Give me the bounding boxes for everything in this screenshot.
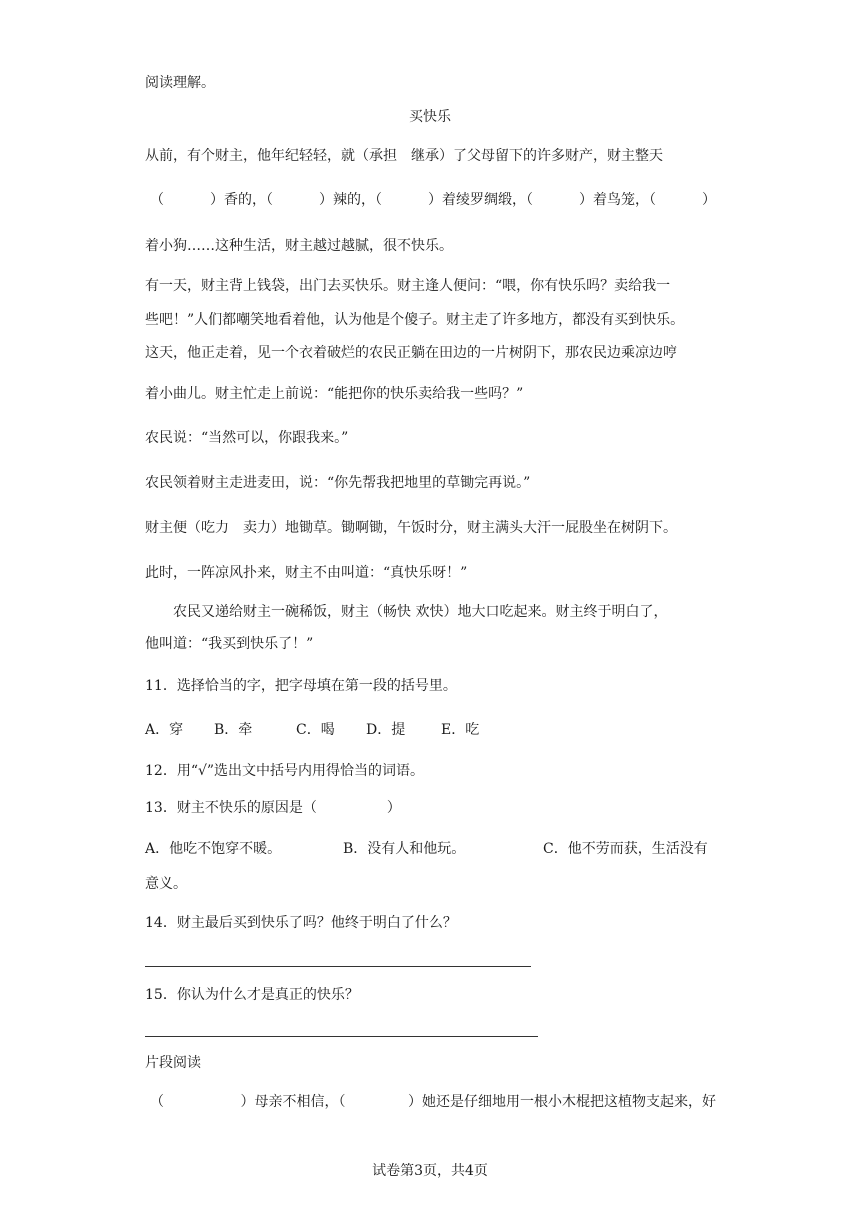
blank-segment: ）母亲不相信，（ <box>184 1094 346 1110</box>
question-11: 11．选择恰当的字，把字母填在第一段的括号里。 <box>145 678 457 694</box>
answer-line-14 <box>145 966 531 967</box>
question-15: 15．你认为什么才是真正的快乐？ <box>145 987 359 1003</box>
question-12: 12．用“√”选出文中括号内用得恰当的词语。 <box>145 763 425 779</box>
option-e: E．吃 <box>441 722 480 738</box>
question-14: 14．财主最后买到快乐了吗？他终于明白了什么？ <box>145 915 457 931</box>
question-13: 13．财主不快乐的原因是（ ） <box>145 800 401 816</box>
blank-segment: ）辣的，（ <box>277 192 382 208</box>
section2-line <box>150 1092 716 1112</box>
paragraph-line: 着小曲儿。财主忙走上前说：“能把你的快乐卖给我一些吗？” <box>145 386 524 402</box>
blank-segment: ）香的，（ <box>168 192 273 208</box>
paragraph-line: 这天，他正走着，见一个衣着破烂的农民正躺在田边的一片树阴下，那农民边乘凉边哼 <box>145 345 677 361</box>
question-13-continuation: 意义。 <box>145 876 187 892</box>
option-c: C．他不劳而获，生活没有 <box>543 841 708 857</box>
paragraph-line: 农民领着财主走进麦田，说：“你先帮我把地里的草锄完再说。” <box>145 475 531 491</box>
blank-segment: ）她还是仔细地用一根小木棍把这植物支起来，好 <box>366 1094 716 1110</box>
option-d: D．提 <box>366 722 406 738</box>
option-a: A．他吃不饱穿不暖。 <box>145 841 282 857</box>
passage-title: 买快乐 <box>409 109 451 125</box>
blank-segment: ）着绫罗绸缎，（ <box>386 192 533 208</box>
answer-line-15 <box>145 1036 538 1037</box>
paragraph-line: 农民又递给财主一碗稀饭，财主（畅快 欢快）地大口吃起来。财主终于明白了， <box>173 604 668 620</box>
option-c: C．喝 <box>296 722 335 738</box>
paragraph-line: 财主便（吃力 卖力）地锄草。锄啊锄，午饭时分，财主满头大汗一屁股坐在树阴下。 <box>145 520 677 536</box>
option-b: B．牵 <box>214 722 253 738</box>
blank-segment: （ <box>150 1094 164 1110</box>
fill-in-blanks-line <box>150 190 716 210</box>
blank-segment: ） <box>660 192 716 208</box>
paragraph-line: 此时，一阵凉风扑来，财主不由叫道：“真快乐呀！” <box>145 565 468 581</box>
blank-segment: ）着鸟笼，（ <box>537 192 656 208</box>
paragraph-line: 着小狗……这种生活，财主越过越腻，很不快乐。 <box>145 238 453 254</box>
option-b: B．没有人和他玩。 <box>343 841 466 857</box>
option-a: A．穿 <box>145 722 184 738</box>
page-footer: 试卷第3页，共4页 <box>372 1163 488 1179</box>
paragraph-line: 他叫道：“我买到快乐了！” <box>145 636 314 652</box>
section-title: 阅读理解。 <box>145 75 215 91</box>
paragraph-line: 有一天，财主背上钱袋，出门去买快乐。财主逢人便问：“喂，你有快乐吗？卖给我一 <box>145 278 671 294</box>
blank-segment: （ <box>150 192 164 208</box>
section2-title: 片段阅读 <box>145 1055 201 1071</box>
paragraph-line: 农民说：“当然可以，你跟我来。” <box>145 430 349 446</box>
paragraph-line: 些吧！”人们都嘲笑地看着他，认为他是个傻子。财主走了许多地方，都没有买到快乐。 <box>145 312 685 328</box>
paragraph-line: 从前，有个财主，他年纪轻轻，就（承担 继承）了父母留下的许多财产，财主整天 <box>145 148 663 164</box>
